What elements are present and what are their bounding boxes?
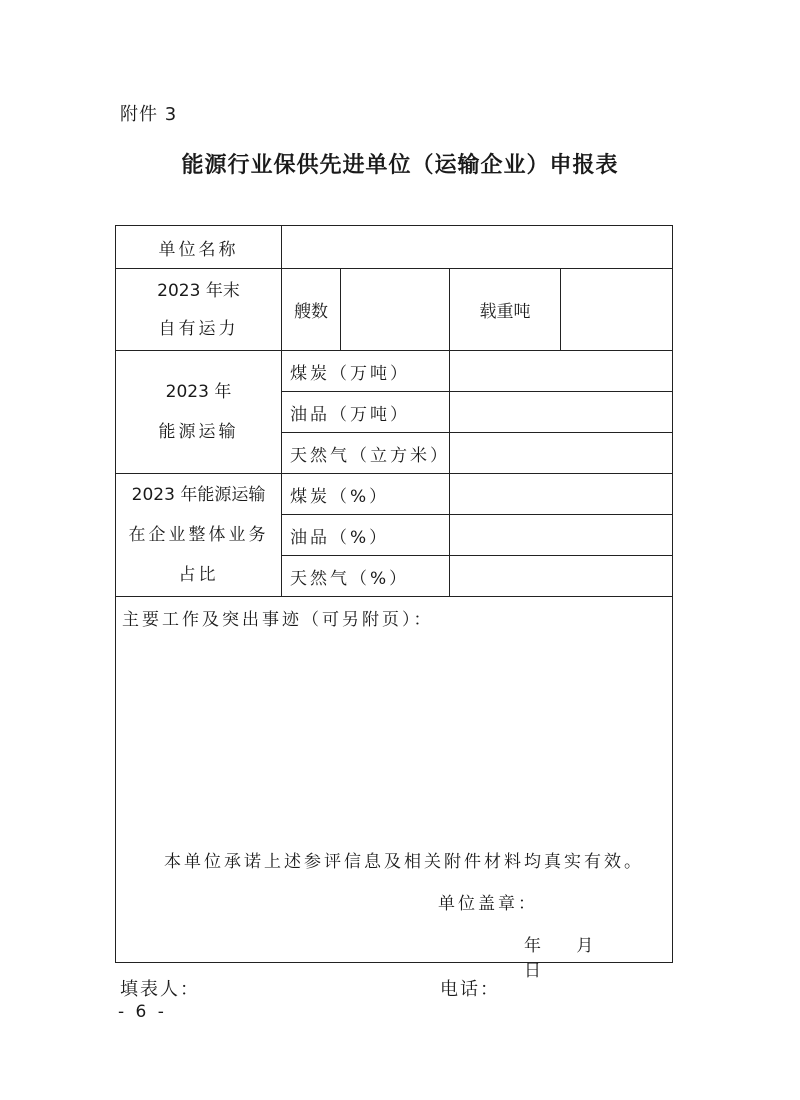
date-line bbox=[524, 931, 672, 981]
date-month: 月 bbox=[576, 936, 594, 956]
share-oil-field[interactable] bbox=[450, 515, 673, 556]
share-gas-label: 天然气（%） bbox=[282, 556, 450, 597]
share-gas-field[interactable] bbox=[450, 556, 673, 597]
transport-label-line2: 能源运输 bbox=[158, 422, 239, 442]
transport-oil-label: 油品（万吨） bbox=[282, 392, 450, 433]
unit-name-field[interactable] bbox=[282, 226, 673, 269]
pledge-text: 本单位承诺上述参评信息及相关附件材料均真实有效。 bbox=[164, 852, 644, 872]
transport-gas-field[interactable] bbox=[450, 433, 673, 474]
transport-label bbox=[116, 351, 282, 474]
date-day: 日 bbox=[524, 961, 541, 981]
transport-oil-field[interactable] bbox=[450, 392, 673, 433]
share-coal-field[interactable] bbox=[450, 474, 673, 515]
page-number: - 6 - bbox=[118, 1002, 167, 1022]
transport-gas-label: 天然气（立方米） bbox=[282, 433, 450, 474]
unit-name-row bbox=[116, 226, 673, 269]
ships-field[interactable] bbox=[341, 269, 450, 351]
attachment-label: 附件 3 bbox=[120, 104, 178, 125]
transport-coal-label: 煤炭（万吨） bbox=[282, 351, 450, 392]
share-label bbox=[116, 474, 282, 597]
transport-coal-field[interactable] bbox=[450, 351, 673, 392]
tonnage-label: 载重吨 bbox=[450, 269, 561, 351]
seal-label: 单位盖章： bbox=[438, 894, 538, 914]
capacity-row bbox=[116, 269, 673, 351]
phone-label: 电话： bbox=[440, 979, 500, 1000]
unit-name-label: 单位名称 bbox=[116, 226, 282, 269]
transport-label-line1: 2023 年 bbox=[165, 382, 232, 402]
share-row-coal bbox=[116, 474, 673, 515]
capacity-label-line1: 2023 年末 bbox=[157, 280, 240, 301]
main-work-label: 主要工作及突出事迹（可另附页）： bbox=[122, 610, 434, 630]
capacity-label-line2: 自有运力 bbox=[158, 318, 239, 339]
form-title: 能源行业保供先进单位（运输企业）申报表 bbox=[181, 153, 619, 178]
ships-label: 艘数 bbox=[282, 269, 341, 351]
main-work-field[interactable] bbox=[116, 597, 673, 981]
share-label-line3: 占比 bbox=[178, 565, 219, 585]
main-work-row bbox=[116, 597, 673, 963]
share-oil-label: 油品（%） bbox=[282, 515, 450, 556]
tonnage-field[interactable] bbox=[561, 269, 673, 351]
application-form-table bbox=[115, 225, 673, 981]
share-coal-label: 煤炭（%） bbox=[282, 474, 450, 515]
share-label-line2: 在企业整体业务 bbox=[128, 525, 269, 545]
share-label-line1: 2023 年能源运输 bbox=[131, 485, 266, 505]
transport-row-coal bbox=[116, 351, 673, 392]
date-year: 年 bbox=[524, 936, 541, 956]
capacity-label bbox=[116, 269, 282, 351]
filler-label: 填表人： bbox=[120, 979, 200, 1000]
